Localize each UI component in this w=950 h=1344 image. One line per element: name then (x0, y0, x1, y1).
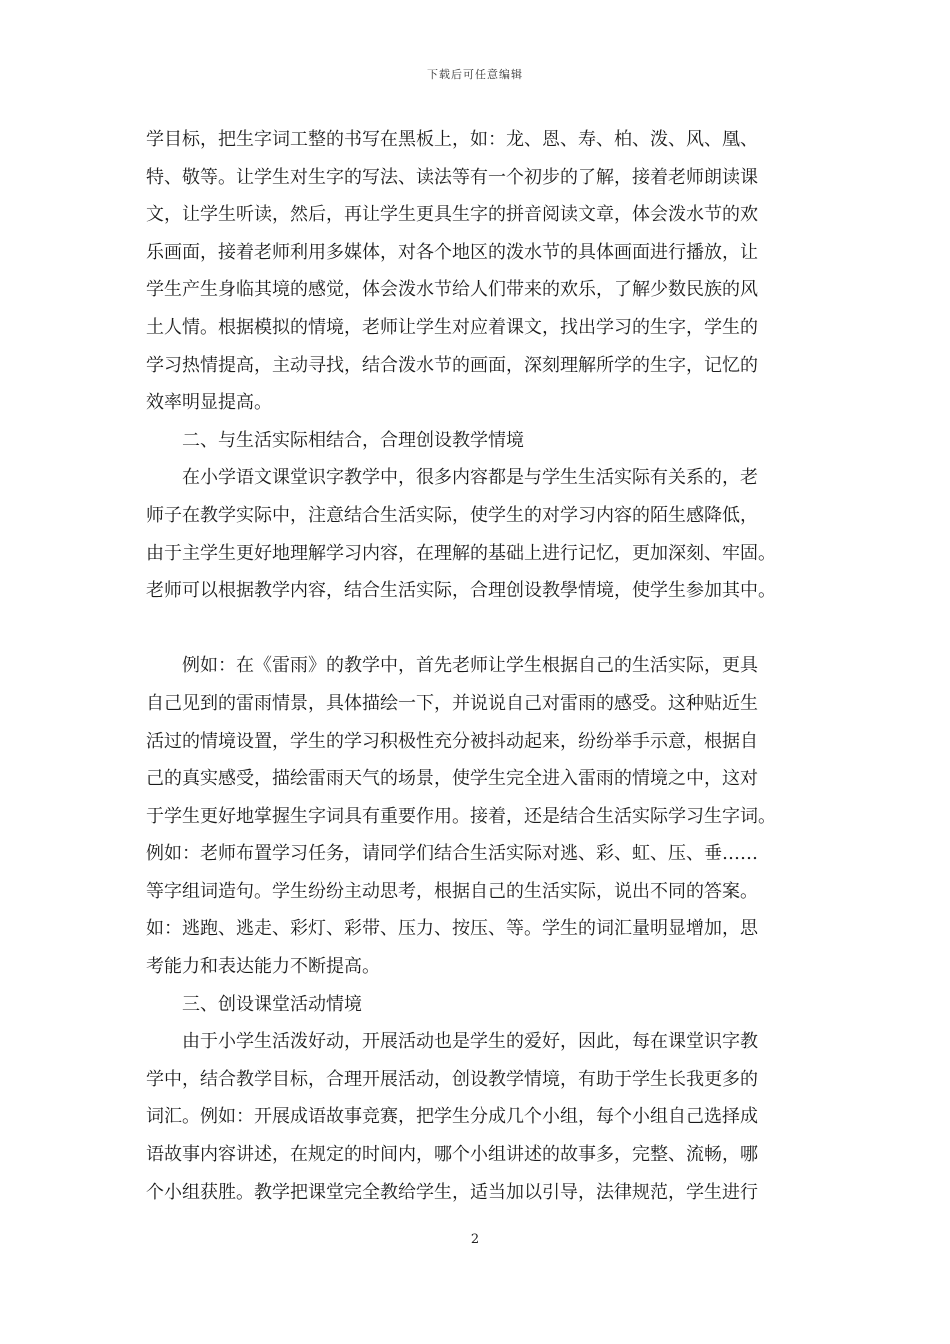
text-line: 由于主学生更好地理解学习内容，在理解的基础上进行记忆，更加深刻、牢固。 (146, 542, 776, 564)
page-number: 2 (470, 1232, 480, 1247)
text-line: 老师可以根据教学内容，结合生活实际，合理创设教學情境，使学生参加其中。 (146, 580, 776, 602)
text-line: 由于小学生活泼好动，开展活动也是学生的爱好，因此，每在课堂识字教 (146, 1031, 758, 1053)
page-header: 下载后可任意编辑 (427, 68, 523, 81)
text-line: 自己见到的雷雨情景，具体描绘一下，并说说自己对雷雨的感受。这种贴近生 (146, 692, 758, 714)
text-line: 等字组词造句。学生纷纷主动思考，根据自己的生活实际，说出不同的答案。 (146, 880, 758, 902)
text-line: 考能力和表达能力不断提高。 (146, 956, 380, 978)
text-line: 文，让学生听读，然后，再让学生更具生字的拼音阅读文章，体会泼水节的欢 (146, 204, 758, 226)
text-line: 例如：在《雷雨》的教学中，首先老师让学生根据自己的生活实际，更具 (146, 655, 758, 677)
text-line: 学目标，把生字词工整的书写在黑板上，如：龙、恩、寿、柏、泼、风、凰、 (146, 129, 758, 150)
text-line: 特、敬等。让学生对生字的写法、读法等有一个初步的了解，接着老师朗读课 (146, 166, 758, 188)
text-line: 于学生更好地掌握生字词具有重要作用。接着，还是结合生活实际学习生字词。 (146, 805, 776, 827)
document-body (146, 121, 818, 1211)
text-line: 活过的情境设置，学生的学习积极性充分被抖动起来，纷纷举手示意，根据自 (146, 730, 758, 752)
text-line: 乐画面，接着老师利用多媒体，对各个地区的泼水节的具体画面进行播放，让 (146, 241, 758, 263)
text-line: 个小组获胜。教学把课堂完全教给学生，适当加以引导，法律规范，学生进行 (146, 1181, 758, 1203)
text-line: 学习热情提高，主动寻找，结合泼水节的画面，深刻理解所学的生字，记忆的 (146, 354, 758, 376)
text-line: 师子在教学实际中，注意结合生活实际，使学生的对学习内容的陌生感降低， (146, 504, 758, 526)
text-line: 语故事内容讲述，在规定的时间内，哪个小组讲述的故事多，完整、流畅，哪 (146, 1144, 758, 1166)
blank-line (146, 610, 818, 648)
text-line: 学生产生身临其境的感觉，体会泼水节给人们带来的欢乐，了解少数民族的风 (146, 279, 758, 301)
text-line: 例如：老师布置学习任务，请同学们结合生活实际对逃、彩、虹、压、垂…… (146, 843, 758, 865)
text-line: 学中，结合教学目标，合理开展活动，创设教学情境，有助于学生长我更多的 (146, 1068, 758, 1090)
text-line: 词汇。例如：开展成语故事竞赛，把学生分成几个小组，每个小组自己选择成 (146, 1106, 758, 1128)
text-line: 己的真实感受，描绘雷雨天气的场景，使学生完全进入雷雨的情境之中，这对 (146, 768, 758, 790)
text-line: 在小学语文课堂识字教学中，很多内容都是与学生生活实际有关系的，老 (146, 467, 758, 489)
text-line: 如：逃跑、逃走、彩灯、彩带、压力、按压、等。学生的词汇量明显增加，思 (146, 918, 758, 940)
text-line: 三、创设课堂活动情境 (146, 993, 362, 1015)
text-line: 二、与生活实际相结合，合理创设教学情境 (146, 429, 524, 451)
text-line: 效率明显提高。 (146, 392, 272, 414)
text-line: 土人情。根据模拟的情境，老师让学生对应着课文，找出学习的生字，学生的 (146, 316, 758, 338)
